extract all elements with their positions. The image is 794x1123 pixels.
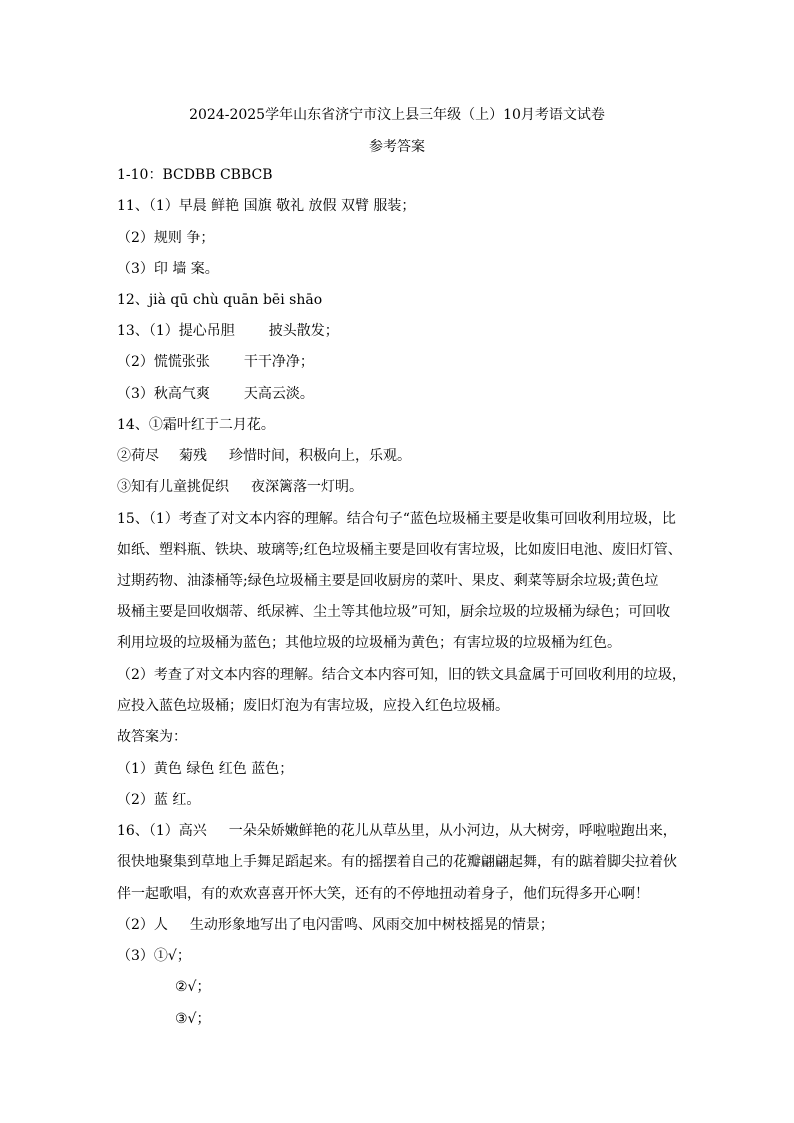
answer-line: （3）印 墙 案。 [117,261,219,277]
answer-line: 利用垃圾的垃圾桶为蓝色；其他垃圾的垃圾桶为黄色；有害垃圾的垃圾桶为红色。 [117,635,621,651]
answer-line: 很快地聚集到草地上手舞足蹈起来。有的摇摆着自己的花瓣翩翩起舞，有的踮着脚尖拉着伙 [117,854,677,870]
answer-line [117,385,314,403]
line-segment: 生动形象地写出了电闪雷鸣、风雨交加中树枝摇晃的情景； [189,917,554,933]
answer-line: 12、jià qū chù quān bēi shāo [117,292,323,308]
answer-line: 过期药物、油漆桶等;绿色垃圾桶主要是回收厨房的菜叶、果皮、剩菜等厨余垃圾;黄色垃 [117,573,659,589]
answer-line [117,916,554,934]
line-segment: 一朵朵娇嫩鲜艳的花儿从草丛里，从小河边，从大树旁，呼啦啦跑出来， [228,823,677,839]
line-segment: 夜深篱落一灯明。 [251,479,363,495]
line-segment: （2）人 [117,917,168,933]
line-segment: 天高云淡。 [243,386,314,402]
answer-line: ②√； [175,979,211,995]
answer-line: （2）考查了对文本内容的理解。结合文本内容可知，旧的铁文具盒属于可回收利用的垃圾， [117,667,686,683]
answer-line: 圾桶主要是回收烟蒂、纸尿裤、尘土等其他垃圾”可知，厨余垃圾的垃圾桶为绿色；可回收 [117,604,671,620]
answer-line: （2）蓝 红。 [117,792,201,808]
answer-line: 1-10：BCDBB CBBCB [117,167,273,183]
document-title: 2024-2025学年山东省济宁市汶上县三年级（上）10月考语文试卷 [189,107,605,123]
line-segment: 珍惜时间，积极向上，乐观。 [229,448,411,464]
answer-line: （3）①√； [117,948,191,964]
answer-line [117,447,411,465]
line-segment: 披头散发； [268,323,339,339]
answer-line [117,478,363,496]
answer-line: （2）规则 争； [117,230,215,246]
answer-line: 伴一起歌唱，有的欢欢喜喜开怀大笑，还有的不停地扭动着身子，他们玩得多开心啊！ [117,886,649,902]
answer-line [117,322,339,340]
answer-line: 15、（1）考查了对文本内容的理解。结合句子“蓝色垃圾桶主要是收集可回收利用垃圾，比 [117,511,676,527]
line-segment: 13、（1）提心吊胆 [117,323,235,339]
answer-line: 如纸、塑料瓶、铁块、玻璃等;红色垃圾桶主要是回收有害垃圾，比如废旧电池、废旧灯管、 [117,542,682,558]
line-segment: 干干净净； [243,354,314,370]
answer-line: （1）黄色 绿色 红色 蓝色； [117,761,294,777]
line-segment: 菊残 [179,448,207,464]
answer-line [117,353,314,371]
answer-line: 故答案为： [117,729,187,745]
answer-line: 11、（1）早晨 鲜艳 国旗 敬礼 放假 双臂 服装； [117,198,416,214]
line-segment: 16、（1）高兴 [117,823,207,839]
line-segment: ②荷尽 [117,448,159,464]
line-segment: （2）慌慌张张 [117,354,210,370]
line-segment: （3）秋高气爽 [117,386,210,402]
answer-line: 应投入蓝色垃圾桶；废旧灯泡为有害垃圾，应投入红色垃圾桶。 [117,698,509,714]
line-segment: ③知有儿童挑促织 [117,479,229,495]
answer-line: 14、①霜叶红于二月花。 [117,417,275,433]
answer-line: ③√； [175,1011,211,1027]
answer-line [117,822,677,840]
document-subtitle: 参考答案 [369,139,425,155]
